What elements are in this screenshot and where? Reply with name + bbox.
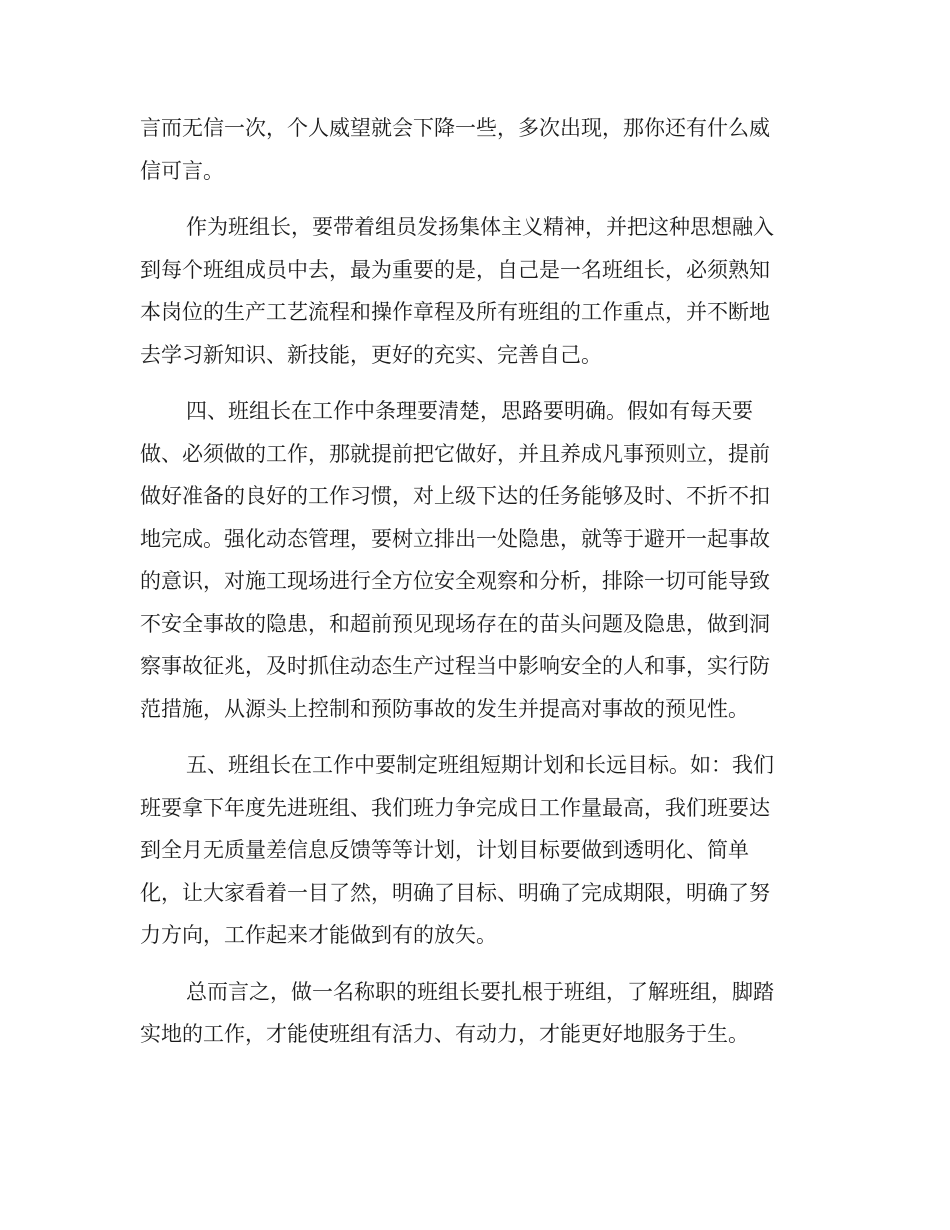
document-body [140, 107, 800, 1056]
text-line: 做好准备的良好的工作习惯，对上级下达的任务能够及时、不折不扣 [140, 484, 770, 508]
text-line: 化，让大家看着一目了然，明确了目标、明确了完成期限，明确了努 [140, 880, 770, 905]
text-line: 四、班组长在工作中条理要清楚，思路要明确。假如有每天要 [186, 399, 753, 423]
text-line: 信可言。 [140, 158, 224, 183]
text-line: 做、必须做的工作，那就提前把它做好，并且养成凡事预则立，提前 [140, 441, 770, 466]
text-line: 总而言之，做一名称职的班组长要扎根于班组，了解班组，脚踏 [186, 979, 774, 1004]
text-line: 不安全事故的隐患，和超前预见现场存在的苗头问题及隐患，做到洞 [140, 611, 770, 636]
text-line: 力方向，工作起来才能做到有的放矢。 [140, 923, 497, 947]
text-line: 察事故征兆，及时抓住动态生产过程当中影响安全的人和事，实行防 [140, 654, 770, 678]
text-line: 到全月无质量差信息反馈等等计划，计划目标要做到透明化、简单 [140, 838, 749, 862]
paragraph-3 [140, 390, 800, 730]
text-line: 本岗位的生产工艺流程和操作章程及所有班组的工作重点，并不断地 [140, 300, 770, 324]
text-line: 言而无信一次，个人威望就会下降一些，多次出现，那你还有什么威 [140, 116, 770, 140]
text-line: 班要拿下年度先进班组、我们班力争完成日工作量最高，我们班要达 [140, 795, 770, 820]
paragraph-5 [140, 971, 800, 1056]
text-line: 的意识，对施工现场进行全方位安全观察和分析，排除一切可能导致 [140, 569, 770, 593]
text-line: 范措施，从源头上控制和预防事故的发生并提高对事故的预见性。 [140, 696, 749, 721]
text-line: 作为班组长，要带着组员发扬集体主义精神，并把这种思想融入 [186, 215, 774, 239]
text-line: 地完成。强化动态管理，要树立排出一处隐患，就等于避开一起事故 [140, 526, 770, 551]
text-line: 到每个班组成员中去，最为重要的是，自己是一名班组长，必须熟知 [140, 257, 770, 282]
text-line: 五、班组长在工作中要制定班组短期计划和长远目标。如：我们 [186, 753, 774, 777]
paragraph-4 [140, 744, 800, 957]
text-line: 去学习新知识、新技能，更好的充实、完善自己。 [140, 342, 602, 367]
text-line: 实地的工作，才能使班组有活力、有动力，才能更好地服务于生。 [140, 1022, 749, 1046]
paragraph-2 [140, 206, 800, 376]
paragraph-1 [140, 107, 800, 192]
